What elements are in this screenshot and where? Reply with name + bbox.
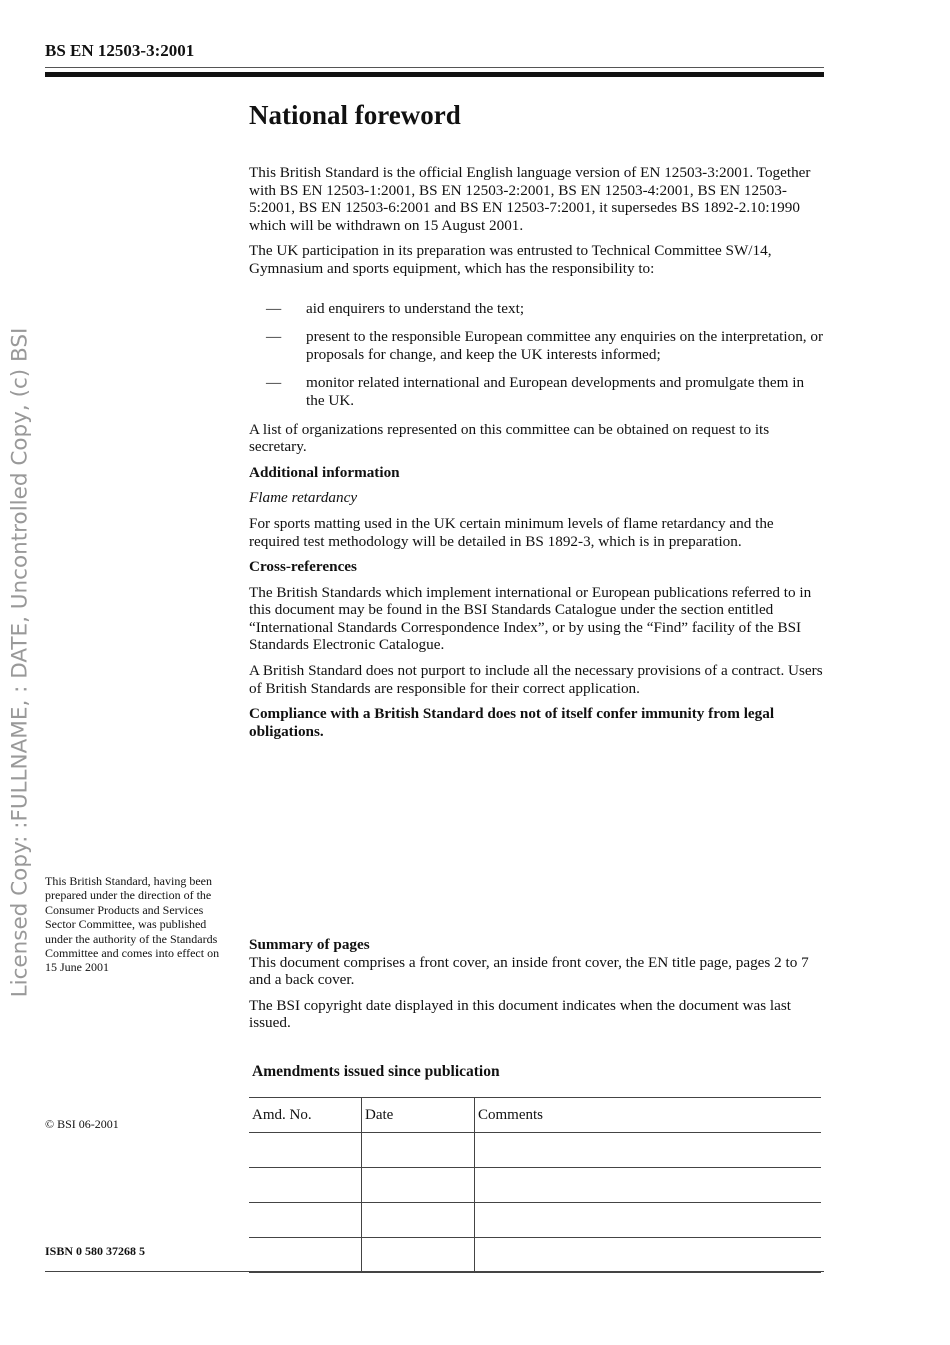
table-cell: [362, 1133, 475, 1168]
bullet-dash: —: [266, 328, 282, 346]
list-item: [249, 374, 824, 409]
cross-references-heading: Cross-references: [249, 558, 357, 576]
publication-note: This British Standard, having been prepared under the direction of the Consumer Products and Services Sector Committee, was published under the authority of the Standards Committee and comes into effect on 15 June 2001: [45, 874, 220, 975]
document-id: BS EN 12503-3:2001: [45, 41, 195, 60]
table-row: [249, 1238, 821, 1273]
column-header-date: Date: [362, 1098, 475, 1133]
copyright-notice: © BSI 06-2001: [45, 1117, 119, 1131]
isbn: ISBN 0 580 37268 5: [45, 1244, 146, 1258]
list-item-text: aid enquirers to understand the text;: [306, 299, 525, 317]
flame-retardancy-text: For sports matting used in the UK certain minimum levels of flame retardancy and the required test methodology will be detailed in BS 1892-3, which is in preparation.: [249, 514, 774, 550]
flame-retardancy-subheading: Flame retardancy: [249, 489, 358, 507]
intro-paragraph: The UK participation in its preparation was entrusted to Technical Committee SW/14, Gymnasium and sports equipment, which has the responsibility to:: [249, 242, 772, 277]
intro-paragraph: This British Standard is the official English language version of EN 12503-3:2001. Together with BS EN 12503-1:2001, BS EN 12503-2:2001, BS EN 12503-4:2001, BS EN 12503-5:2001, BS EN 12503-6:2001 and BS EN 12503-7:2001, it supersedes BS 1892-2.10:1990 which will be withdrawn on 15 August 2001.: [249, 164, 811, 234]
table-cell: [249, 1133, 362, 1168]
column-header-amd-no: Amd. No.: [249, 1098, 362, 1133]
watermark: Licensed Copy: :FULLNAME, : DATE, Uncontrolled Copy, (c) BSI: [7, 327, 33, 998]
table-row: [249, 1168, 821, 1203]
compliance-statement: Compliance with a British Standard does not of itself confer immunity from legal obligations.: [249, 705, 775, 740]
column-header-comments: Comments: [475, 1098, 822, 1133]
summary-section: [249, 936, 824, 1040]
list-item: [249, 300, 824, 318]
additional-info-heading: Additional information: [249, 463, 400, 481]
committee-note: A list of organizations represented on this committee can be obtained on request to its secretary.: [249, 420, 770, 456]
contract-note: A British Standard does not purport to include all the necessary provisions of a contract. Users of British Standards are responsible for their correct application.: [249, 662, 823, 697]
table-cell: [249, 1203, 362, 1238]
header-rule-thick: [45, 72, 824, 77]
responsibility-list: [249, 300, 824, 410]
page-title: National foreword: [249, 100, 461, 130]
list-item-text: monitor related international and European developments and promulgate them in the UK.: [306, 374, 805, 409]
summary-heading: Summary of pages: [249, 936, 370, 953]
amendments-title: Amendments issued since publication: [252, 1063, 500, 1080]
amendments-table: [249, 1097, 821, 1273]
table-header-row: [249, 1098, 821, 1133]
table-cell: [249, 1238, 362, 1273]
table-cell: [362, 1203, 475, 1238]
bullet-dash: —: [266, 374, 282, 392]
bullet-dash: —: [266, 299, 282, 317]
table-cell: [475, 1238, 822, 1273]
table-cell: [362, 1168, 475, 1203]
summary-text: This document comprises a front cover, an inside front cover, the EN title page, pages 2 to 7 and a back cover.: [249, 953, 809, 989]
table-cell: [249, 1168, 362, 1203]
table-row: [249, 1203, 821, 1238]
table-cell: [475, 1168, 822, 1203]
table-cell: [475, 1133, 822, 1168]
cross-references-text: The British Standards which implement international or European publications referred to in this document may be found in the BSI Standards Catalogue under the section entitled “International Standards Correspondence Index”, or by using the “Find” facility of the BSI Standards Electronic Catalogue.: [249, 583, 812, 654]
main-content: [249, 164, 824, 748]
copyright-date-note: The BSI copyright date displayed in this document indicates when the document was last issued.: [249, 996, 791, 1032]
table-cell: [475, 1203, 822, 1238]
header-rule-thin: [45, 67, 824, 68]
table-cell: [362, 1238, 475, 1273]
bottom-rule: [45, 1271, 824, 1272]
table-row: [249, 1133, 821, 1168]
list-item: [249, 328, 824, 363]
list-item-text: present to the responsible European committee any enquiries on the interpretation, or proposals for change, and keep the UK interests informed;: [306, 328, 824, 363]
